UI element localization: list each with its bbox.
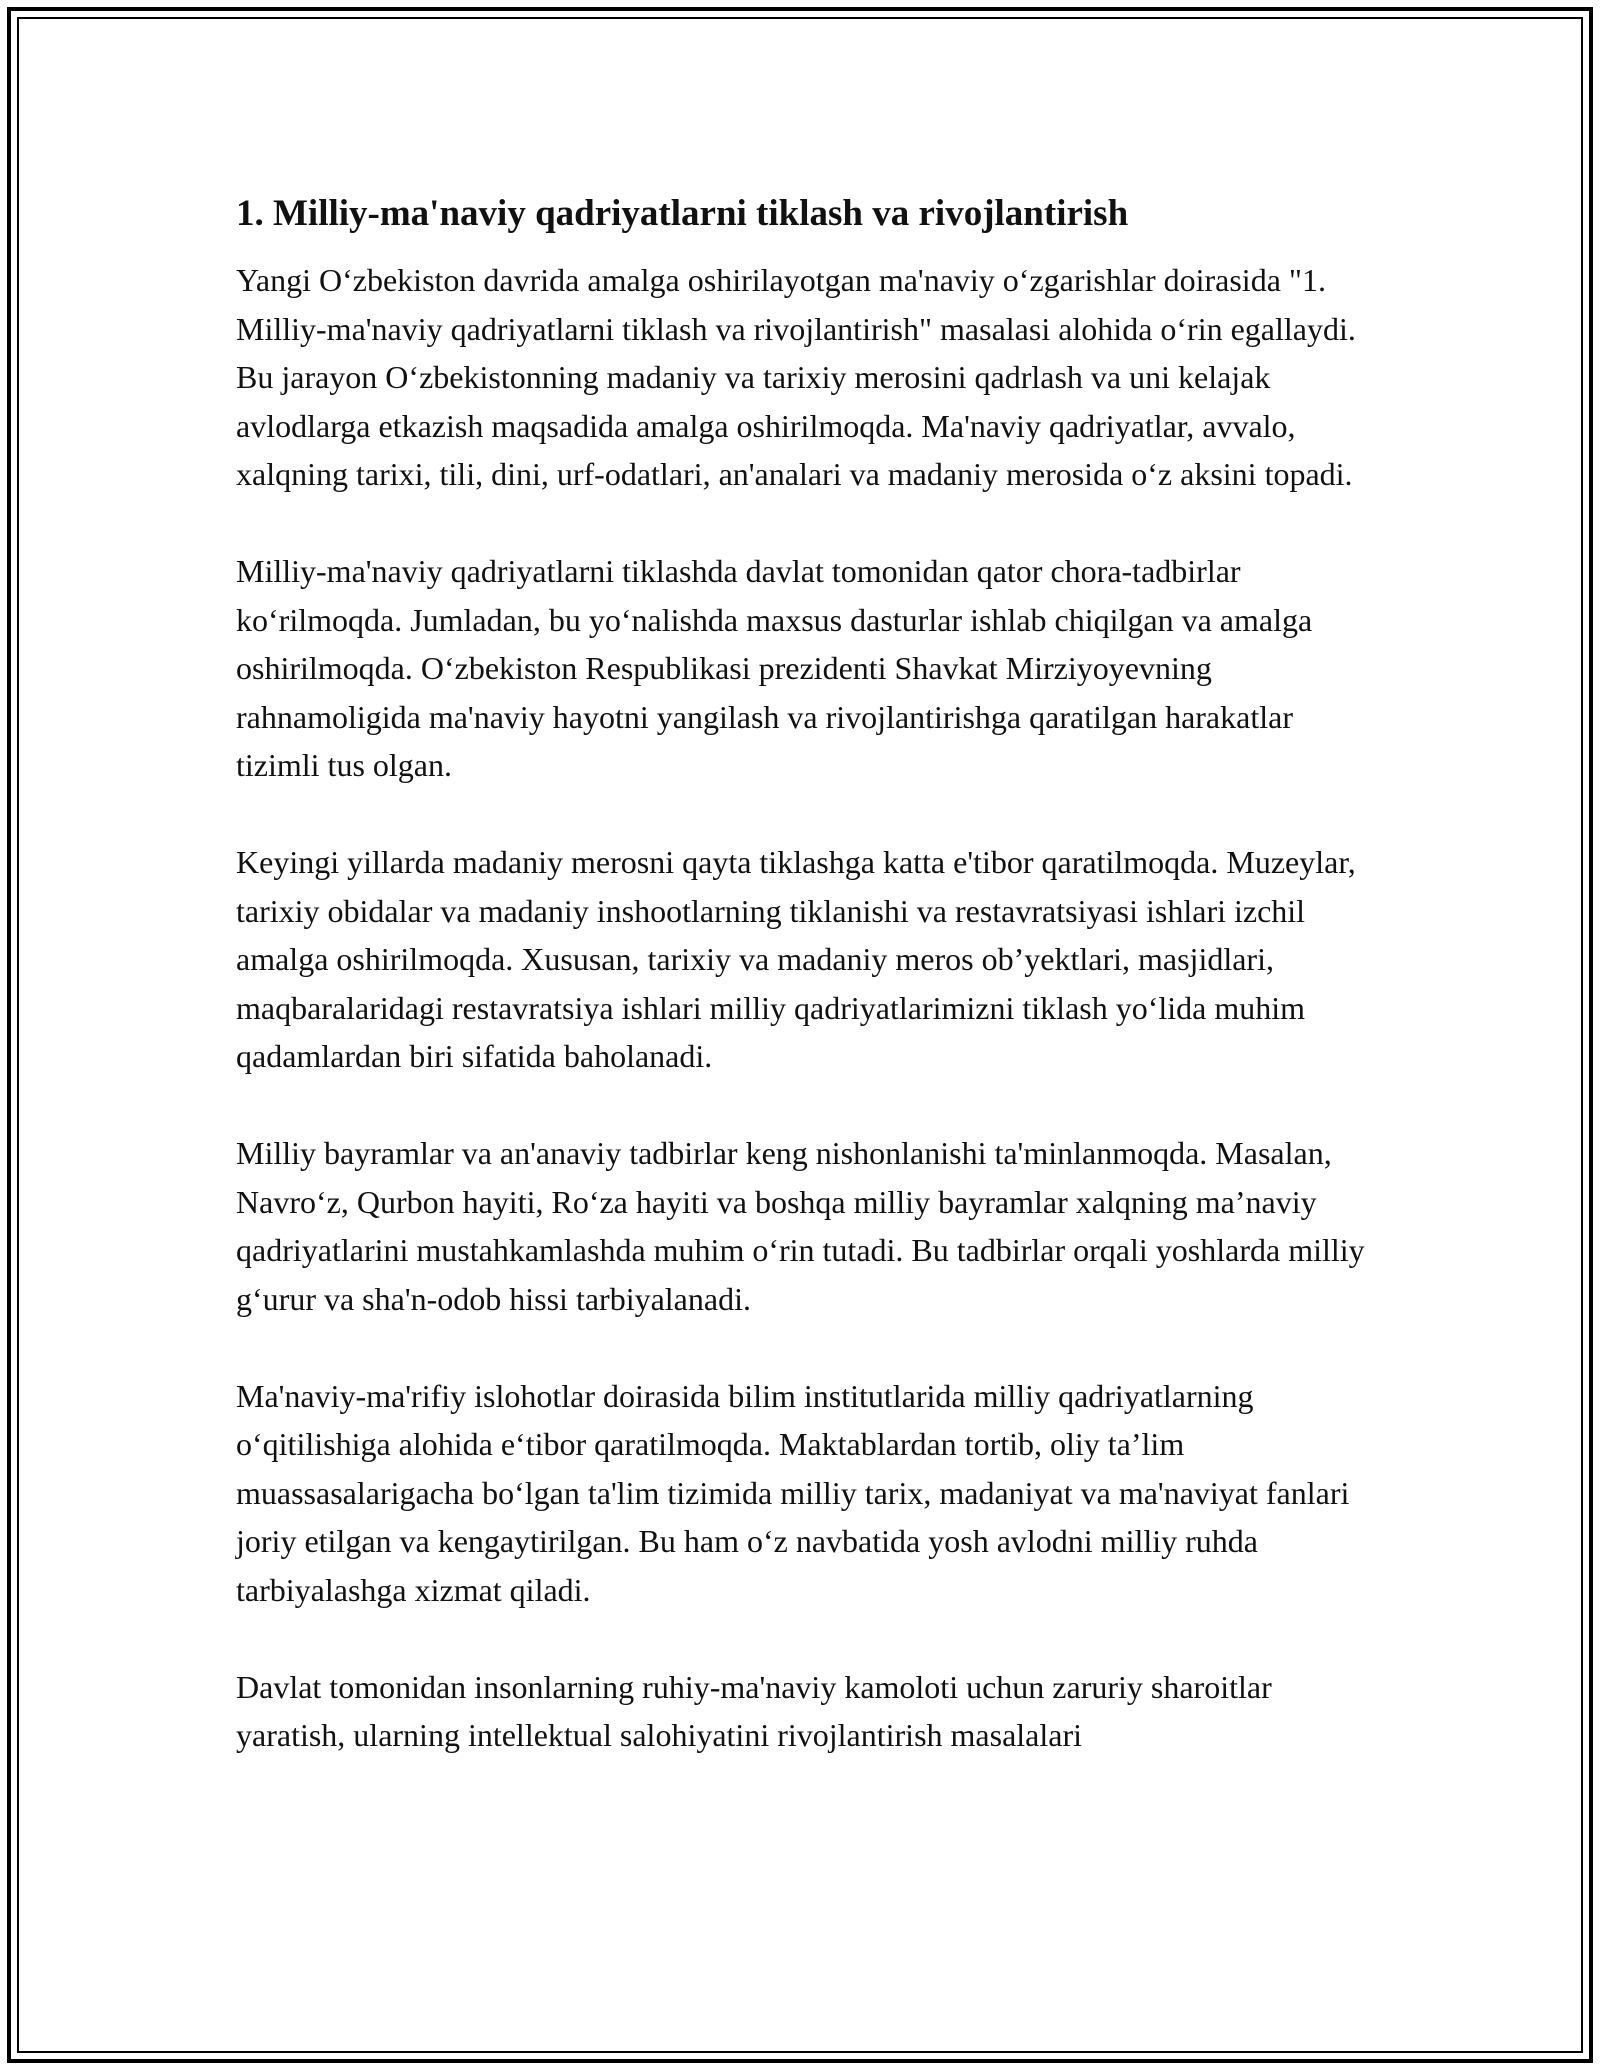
paragraph-6: Davlat tomonidan insonlarning ruhiy-ma'naviy kamoloti uchun zaruriy sharoitlar yaratish, ularning intellektual salohiyatini rivojlantirish masalalari: [236, 1668, 1272, 1753]
document-body: [236, 188, 1376, 1808]
paragraph-1: Yangi O‘zbekiston davrida amalga oshirilayotgan ma'naviy o‘zgarishlar doirasida "1. Milliy-ma'naviy qadriyatlarni tiklash va rivojlantirish" masalasi alohida o‘rin egallaydi. Bu jarayon O‘zbekistonning madaniy va tarixiy merosini qadrlash va uni kelajak avlodlarga etkazish maqsadida amalga oshirilmoqda. Ma'naviy qadriyatlar, avvalo, xalqning tarixi, tili, dini, urf-odatlari, an'analari va madaniy merosida o‘z aksini topadi.: [236, 262, 1356, 492]
paragraph-5: Ma'naviy-ma'rifiy islohotlar doirasida bilim institutlarida milliy qadriyatlarning o‘qitilishiga alohida e‘tibor qaratilmoqda. Maktablardan tortib, oliy ta’lim muassasalarigacha bo‘lgan ta'lim tizimida milliy tarix, madaniyat va ma'naviyat fanlari joriy etilgan va kengaytirilgan. Bu ham o‘z navbatida yosh avlodni milliy ruhda tarbiyalashga xizmat qiladi.: [236, 1377, 1350, 1608]
paragraph-4: Milliy bayramlar va an'anaviy tadbirlar keng nishonlanishi ta'minlanmoqda. Masalan, Navro‘z, Qurbon hayiti, Ro‘za hayiti va boshqa milliy bayramlar xalqning ma’naviy qadriyatlarini mustahkamlashda muhim o‘rin tutadi. Bu tadbirlar orqali yoshlarda milliy g‘urur va sha'n-odob hissi tarbiyalanadi.: [236, 1135, 1365, 1317]
paragraph-3: Keyingi yillarda madaniy merosni qayta tiklashga katta e'tibor qaratilmoqda. Muzeylar, tarixiy obidalar va madaniy inshootlarning tiklanishi va restavratsiyasi ishlari izchil amalga oshirilmoqda. Xususan, tarixiy va madaniy meros ob’yektlari, masjidlari, maqbaralaridagi restavratsiya ishlari milliy qadriyatlarimizni tiklash yo‘lida muhim qadamlardan biri sifatida baholanadi.: [236, 844, 1356, 1074]
document-title: 1. Milliy-ma'naviy qadriyatlarni tiklash va rivojlantirish: [236, 193, 1129, 234]
paragraph-2: Milliy-ma'naviy qadriyatlarni tiklashda davlat tomonidan qator chora-tadbirlar ko‘rilmoqda. Jumladan, bu yo‘nalishda maxsus dasturlar ishlab chiqilgan va amalga oshirilmoqda. O‘zbekiston Respublikasi prezidenti Shavkat Mirziyoyevning rahnamoligida ma'naviy hayotni yangilash va rivojlantirishga qaratilgan harakatlar tizimli tus olgan.: [236, 553, 1313, 783]
